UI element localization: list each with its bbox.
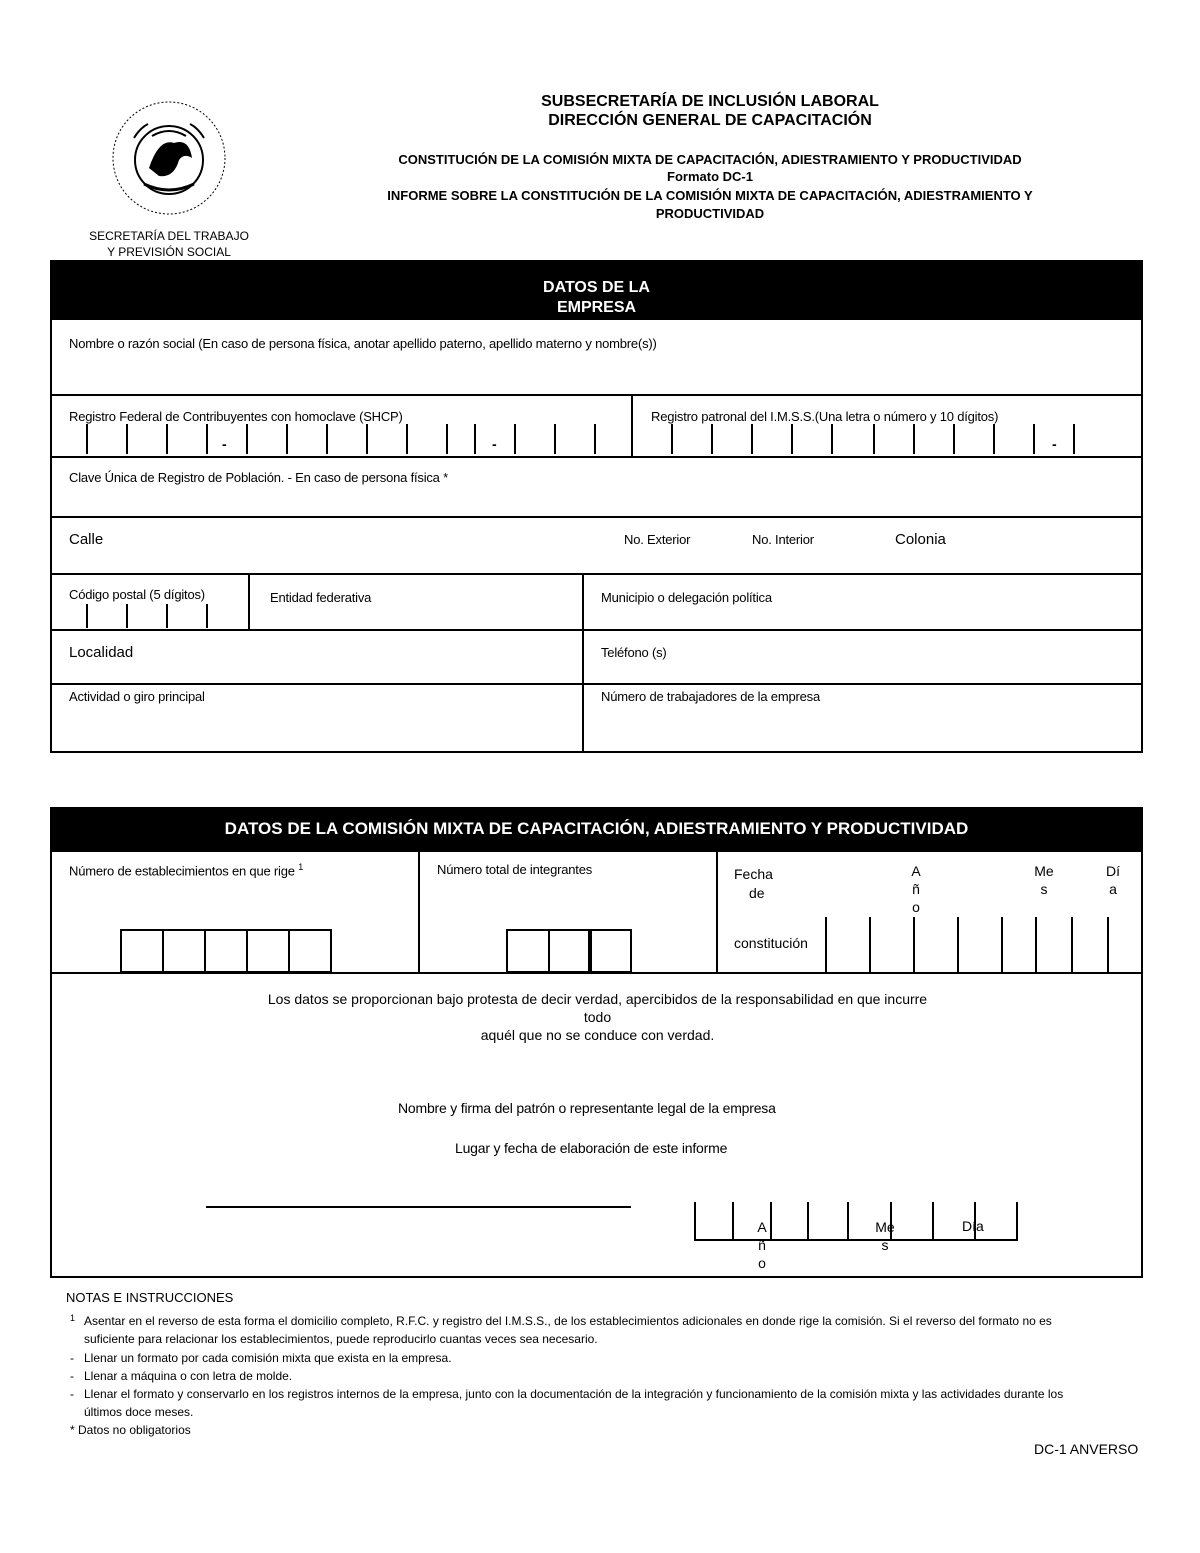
header-constitucion: CONSTITUCIÓN DE LA COMISIÓN MIXTA DE CAPACITACIÓN, ADIESTRAMIENTO Y PRODUCTIVIDAD xyxy=(398,152,1022,167)
nota-3: Llenar a máquina o con letra de molde. xyxy=(84,1369,293,1383)
integrantes-label: Número total de integrantes xyxy=(437,862,593,877)
elaboracion-dia-label: Día xyxy=(962,1218,984,1234)
cp-label: Código postal (5 dígitos) xyxy=(69,587,205,602)
municipio-label: Municipio o delegación política xyxy=(601,590,772,605)
nota-3-dash: - xyxy=(70,1369,74,1383)
no-exterior-label: No. Exterior xyxy=(624,532,691,547)
curp-field[interactable] xyxy=(52,488,1141,516)
header-direccion: DIRECCIÓN GENERAL DE CAPACITACIÓN xyxy=(548,112,872,129)
header-subsecretaria: SUBSECRETARÍA DE INCLUSIÓN LABORAL xyxy=(541,93,879,110)
eagle-emblem-icon xyxy=(104,98,234,220)
cp-field[interactable] xyxy=(85,604,215,628)
calle-field[interactable] xyxy=(52,550,1141,572)
signature-line[interactable] xyxy=(206,1170,631,1206)
section-empresa-title xyxy=(50,260,1143,320)
nota-4-line2: últimos doce meses. xyxy=(84,1405,194,1419)
nota-1-line2: suficiente para relacionar los establecimientos, puede reproducirlo cuantas veces sea necesario. xyxy=(84,1332,598,1346)
protesta-line1: Los datos se proporcionan bajo protesta de decir verdad, apercibidos de la responsabilidad en que incurre xyxy=(267,991,928,1007)
nota-1-marker: 1 xyxy=(70,1313,76,1323)
nombre-field[interactable] xyxy=(52,354,1141,394)
elaboracion-anio-label: Año xyxy=(757,1219,767,1271)
protesta-line3: aquél que no se conduce con verdad. xyxy=(480,1027,715,1043)
footnote-marker: 1 xyxy=(298,862,304,872)
government-seal xyxy=(104,98,234,220)
entidad-label: Entidad federativa xyxy=(270,590,372,605)
trabajadores-label: Número de trabajadores de la empresa xyxy=(601,689,820,704)
establecimientos-label: Número de establecimientos en que rige $^1$ xyxy=(69,862,304,879)
fecha-de-label: de xyxy=(749,885,765,901)
localidad-field[interactable] xyxy=(52,664,580,682)
colonia-label: Colonia xyxy=(895,531,946,548)
no-interior-label: No. Interior xyxy=(752,532,814,547)
section-comision-title xyxy=(50,807,1143,851)
telefono-field[interactable] xyxy=(584,664,1141,682)
lugar-label: Lugar y fecha de elaboración de este informe xyxy=(455,1140,728,1156)
mes-label: Mes xyxy=(1034,863,1054,897)
imss-label: Registro patronal del I.M.S.S.(Una letra o número y 10 dígitos) xyxy=(651,409,999,424)
calle-label: Calle xyxy=(69,531,104,548)
nota-1-line1: Asentar en el reverso de esta forma el domicilio completo, R.F.C. y registro del I.M.S.S., de los establecimientos adicionales en donde rige la comisión. Si el reverso del formato no es xyxy=(84,1314,1052,1328)
localidad-label: Localidad xyxy=(69,644,134,661)
imss-field[interactable] xyxy=(670,424,1080,454)
protesta-text xyxy=(100,990,1095,1044)
nota-4-dash: - xyxy=(70,1387,74,1401)
imss-separator: - xyxy=(1052,436,1057,452)
nota-5: * Datos no obligatorios xyxy=(70,1423,191,1437)
notas-title: NOTAS E INSTRUCCIONES xyxy=(66,1290,234,1305)
entidad-field[interactable] xyxy=(250,606,580,628)
header-informe: INFORME SOBRE LA CONSTITUCIÓN DE LA COMISIÓN MIXTA DE CAPACITACIÓN, ADIESTRAMIENTO Y xyxy=(387,188,1033,203)
trabajadores-field[interactable] xyxy=(584,708,1141,750)
section-comision-title-text: DATOS DE LA COMISIÓN MIXTA DE CAPACITACIÓN, ADIESTRAMIENTO Y PRODUCTIVIDAD xyxy=(224,819,969,838)
seal-caption-line2: Y PREVISIÓN SOCIAL xyxy=(107,245,231,259)
firma-label: Nombre y firma del patrón o representante legal de la empresa xyxy=(398,1100,776,1116)
header-formato: Formato DC-1 xyxy=(667,169,753,184)
rfc-label: Registro Federal de Contribuyentes con homoclave (SHCP) xyxy=(69,409,403,424)
rfc-field[interactable] xyxy=(85,424,615,454)
footer-code: DC-1 ANVERSO xyxy=(1034,1441,1139,1457)
protesta-line2: todo xyxy=(583,1009,612,1025)
rfc-separator-2: - xyxy=(492,436,497,452)
actividad-field[interactable] xyxy=(52,708,580,750)
curp-label: Clave Única de Registro de Población. - En caso de persona física * xyxy=(69,470,448,485)
actividad-label: Actividad o giro principal xyxy=(69,689,205,704)
fecha-constitucion-field[interactable] xyxy=(825,917,1140,972)
elaboracion-mes-label: Mes xyxy=(875,1219,895,1253)
fecha-label: Fecha xyxy=(734,866,773,882)
nota-4-line1: Llenar el formato y conservarlo en los registros internos de la empresa, junto con la documentación de la integración y funcionamiento de la comisión mixta y las actividades durante los xyxy=(84,1387,1064,1401)
constitucion-label: constitución xyxy=(734,935,808,951)
section-empresa-title-line1: DATOS DE LA xyxy=(543,279,650,296)
telefono-label: Teléfono (s) xyxy=(601,645,667,660)
nota-2-dash: - xyxy=(70,1351,74,1365)
header-productividad: PRODUCTIVIDAD xyxy=(655,206,765,221)
dia-label: Día xyxy=(1106,863,1120,897)
municipio-field[interactable] xyxy=(584,606,1141,628)
seal-caption xyxy=(74,228,264,260)
seal-caption-line1: SECRETARÍA DEL TRABAJO xyxy=(89,229,249,243)
nota-2: Llenar un formato por cada comisión mixta que exista en la empresa. xyxy=(84,1351,452,1365)
anio-label: Año xyxy=(911,863,921,915)
nombre-label: Nombre o razón social (En caso de persona física, anotar apellido paterno, apellido materno y nombre(s)) xyxy=(69,336,657,351)
section-empresa-title-line2: EMPRESA xyxy=(556,299,637,316)
rfc-separator-1: - xyxy=(222,436,227,452)
